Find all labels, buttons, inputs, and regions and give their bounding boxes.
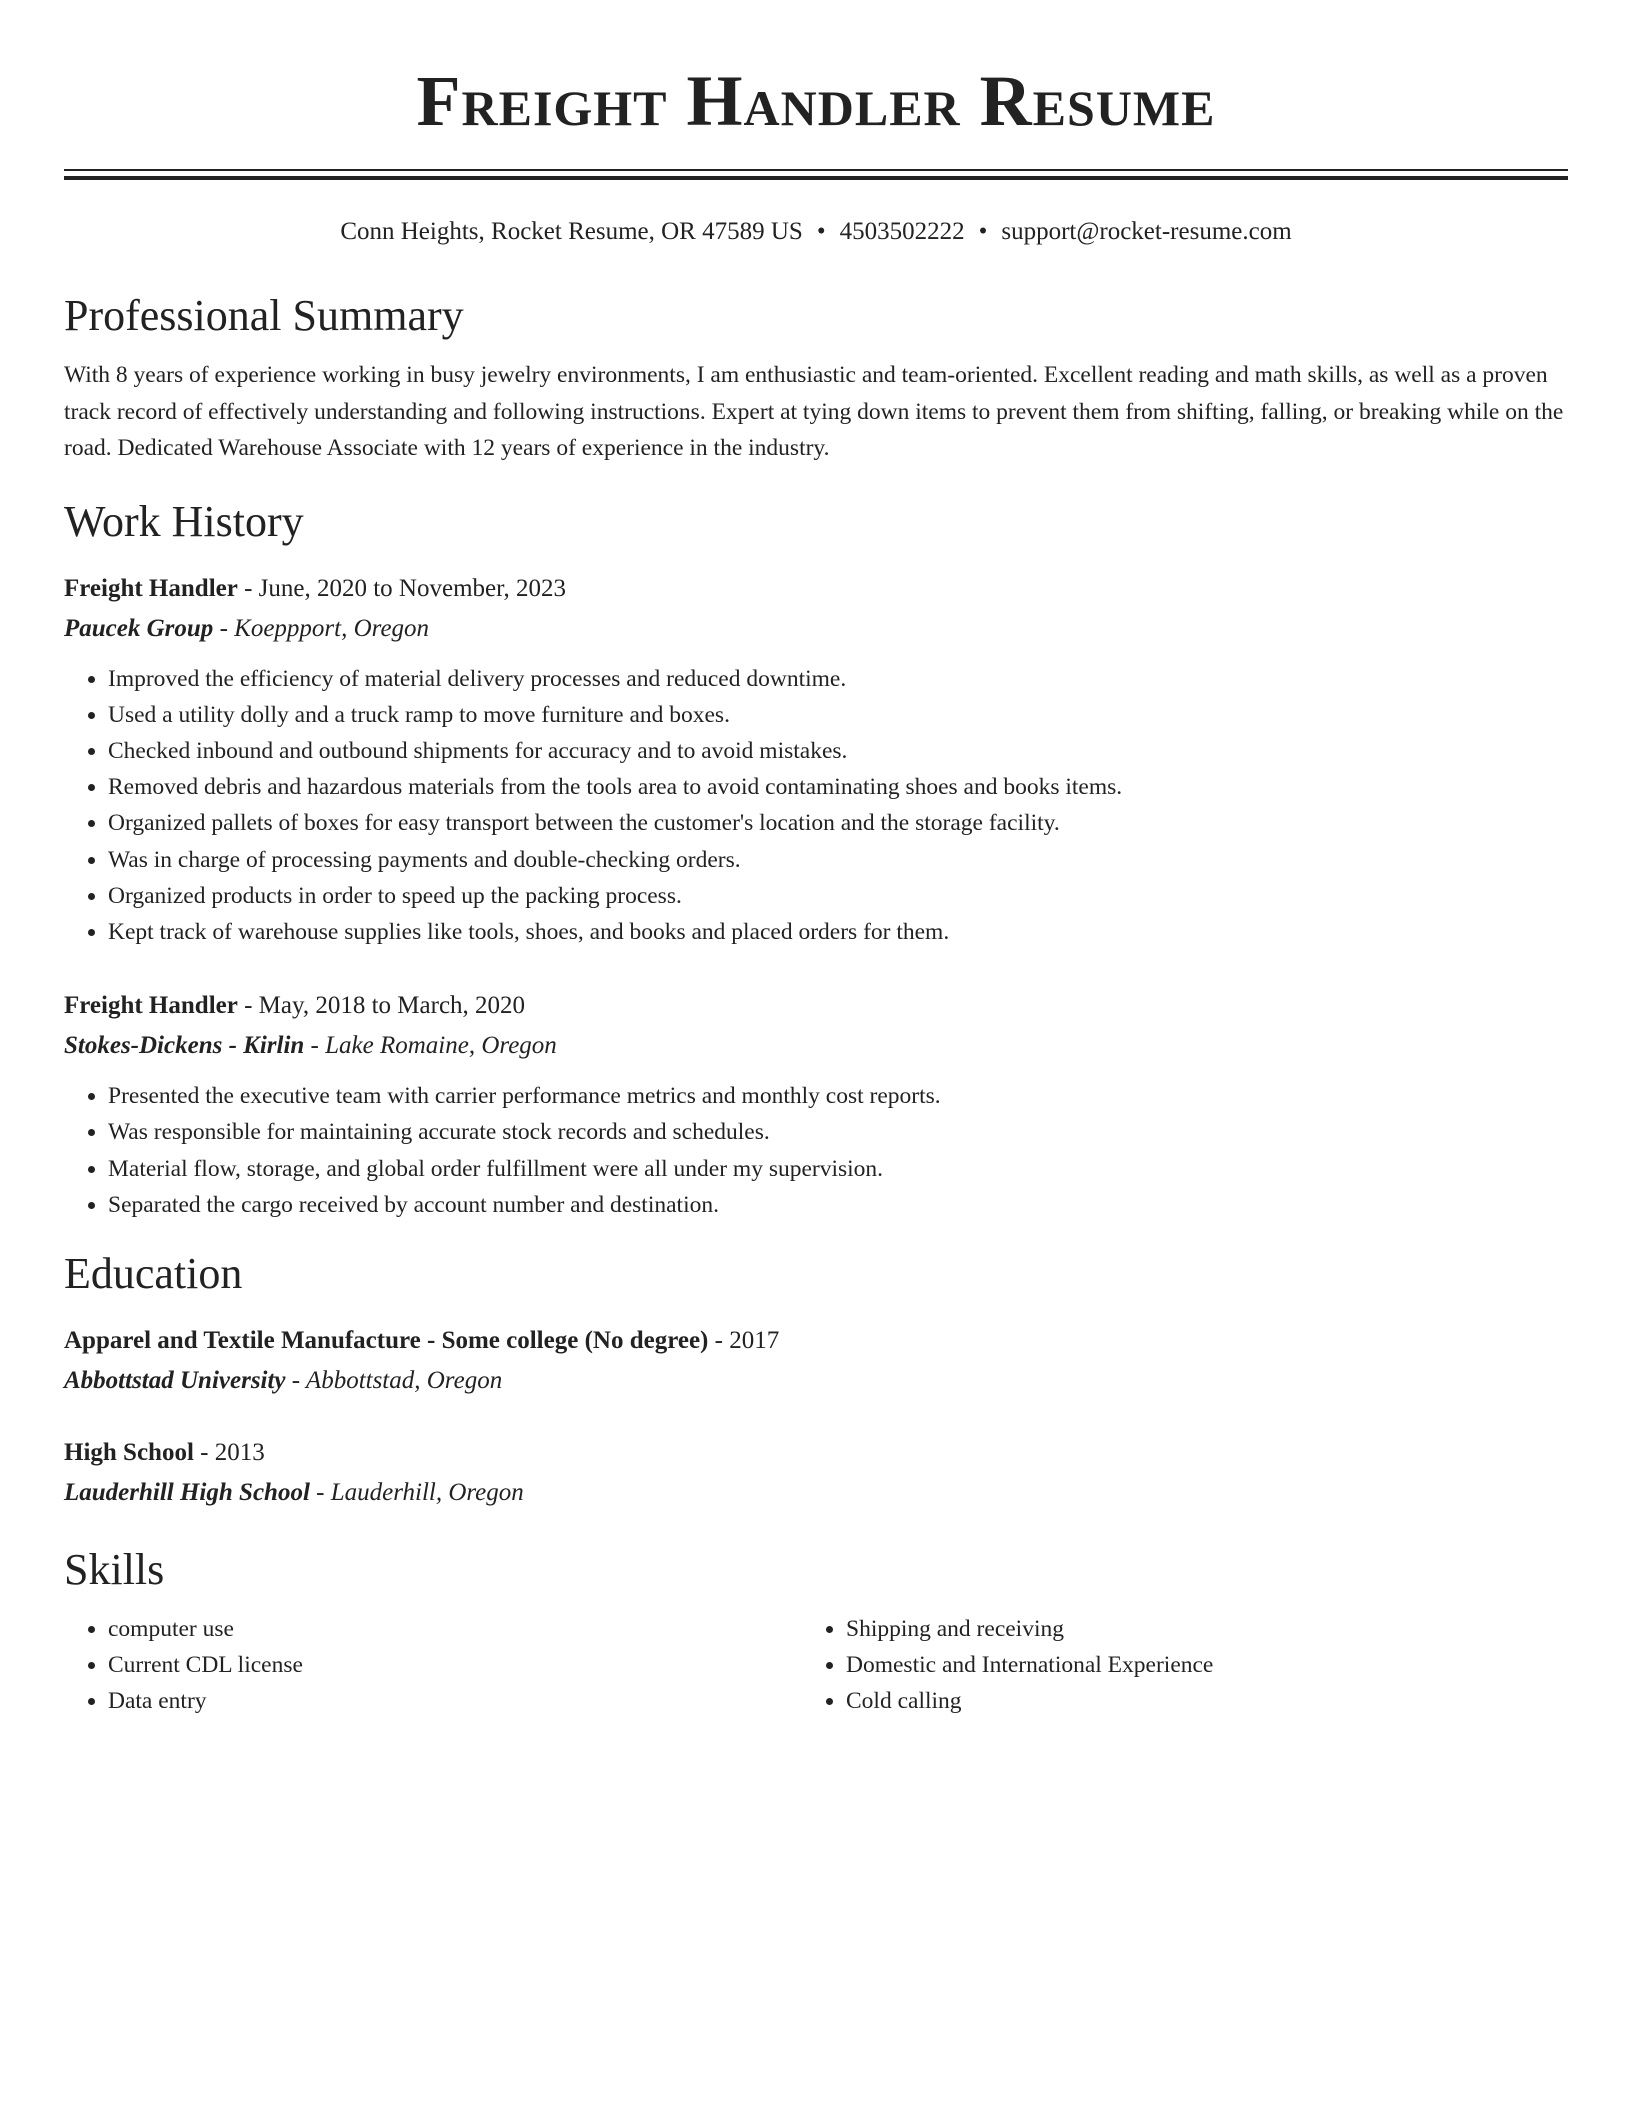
job-dates: - June, 2020 to November, 2023 xyxy=(237,574,566,602)
degree-name: Apparel and Textile Manufacture - Some college (No degree) xyxy=(64,1326,709,1354)
job-dates: - May, 2018 to March, 2020 xyxy=(237,992,526,1020)
job-duty: • Checked inbound and outbound shipments for accuracy and to avoid mistakes. xyxy=(108,733,1568,769)
job-duty: • Organized pallets of boxes for easy transport between the customer's location and the storage facility. xyxy=(108,805,1568,841)
skill-item: • computer use xyxy=(108,1611,816,1647)
skills-column-right xyxy=(816,1611,1568,1719)
school-line xyxy=(64,1361,1568,1401)
skill-item: • Data entry xyxy=(108,1683,816,1719)
education-entry xyxy=(64,1321,1568,1401)
work-history-heading: Work History xyxy=(64,496,304,546)
employer-location: - Lake Romaine, Oregon xyxy=(304,1032,557,1060)
skill-item: • Shipping and receiving xyxy=(846,1611,1568,1647)
job-title-line xyxy=(64,569,1568,609)
school-line xyxy=(64,1473,1568,1513)
job-duty: • Improved the efficiency of material delivery processes and reduced downtime. xyxy=(108,661,1568,697)
job-duty: • Was in charge of processing payments and double-checking orders. xyxy=(108,842,1568,878)
skills-left-list xyxy=(64,1611,816,1719)
school-name: Lauderhill High School xyxy=(64,1478,310,1506)
contact-phone: 4503502222 xyxy=(839,218,965,245)
education-entry xyxy=(64,1433,1568,1513)
contact-line xyxy=(64,215,1568,249)
employer-name: Paucek Group xyxy=(64,614,214,642)
job-duty: • Organized products in order to speed up the packing process. xyxy=(108,878,1568,914)
job-duties-list xyxy=(64,661,1568,951)
job-duty: • Presented the executive team with carrier performance metrics and monthly cost reports. xyxy=(108,1078,1568,1114)
summary-text: With 8 years of experience working in busy jewelry environments, I am enthusiastic and team-oriented. Excellent reading and math skills, as well as a proven track record of effectively understanding and following instructions. Expert at tying down items to prevent them from shifting, falling, or breaking while on the road. Dedicated Warehouse Associate with 12 years of experience in the industry. xyxy=(64,362,1564,461)
employer-line xyxy=(64,609,1568,649)
employer-name: Stokes-Dickens - Kirlin xyxy=(64,1032,305,1060)
job-duty: • Was responsible for maintaining accurate stock records and schedules. xyxy=(108,1114,1568,1150)
resume-title: Freight Handler Resume xyxy=(416,61,1216,141)
skills-heading: Skills xyxy=(64,1544,165,1594)
job-duty: • Material flow, storage, and global order fulfillment were all under my supervision. xyxy=(108,1151,1568,1187)
skill-item: • Cold calling xyxy=(846,1683,1568,1719)
school-location: - Abbottstad, Oregon xyxy=(285,1366,503,1394)
contact-separator: • xyxy=(978,218,988,245)
skill-item: • Current CDL license xyxy=(108,1647,816,1683)
summary-heading: Professional Summary xyxy=(64,291,464,340)
skill-item: • Domestic and International Experience xyxy=(846,1647,1568,1683)
title-divider-thick xyxy=(64,176,1568,180)
degree-line xyxy=(64,1321,1568,1361)
employer-line xyxy=(64,1026,1568,1066)
skills-column-left xyxy=(64,1611,816,1719)
contact-separator: • xyxy=(816,218,826,245)
degree-line xyxy=(64,1433,1568,1473)
school-location: - Lauderhill, Oregon xyxy=(309,1478,524,1506)
degree-name: High School xyxy=(64,1438,194,1466)
job-duties-list xyxy=(64,1078,1568,1223)
education-heading: Education xyxy=(64,1248,243,1298)
graduation-year: - 2017 xyxy=(708,1326,780,1354)
job-title-line xyxy=(64,986,1568,1026)
job-title: Freight Handler xyxy=(64,992,238,1020)
title-divider-thin xyxy=(64,169,1568,171)
job-duty: • Used a utility dolly and a truck ramp to move furniture and boxes. xyxy=(108,697,1568,733)
contact-address: Conn Heights, Rocket Resume, OR 47589 US xyxy=(340,218,803,245)
employer-location: - Koeppport, Oregon xyxy=(213,614,430,642)
contact-email: support@rocket-resume.com xyxy=(1001,218,1292,245)
job-duty: • Kept track of warehouse supplies like tools, shoes, and books and placed orders for them. xyxy=(108,914,1568,950)
graduation-year: - 2013 xyxy=(193,1438,265,1466)
skills-list xyxy=(64,1611,1568,1719)
skills-right-list xyxy=(816,1611,1568,1719)
job-title: Freight Handler xyxy=(64,574,238,602)
school-name: Abbottstad University xyxy=(64,1366,286,1394)
job-entry xyxy=(64,986,1568,1223)
job-entry xyxy=(64,569,1568,951)
job-duty: • Removed debris and hazardous materials from the tools area to avoid contaminating shoes and books items. xyxy=(108,769,1568,805)
job-duty: • Separated the cargo received by account number and destination. xyxy=(108,1187,1568,1223)
